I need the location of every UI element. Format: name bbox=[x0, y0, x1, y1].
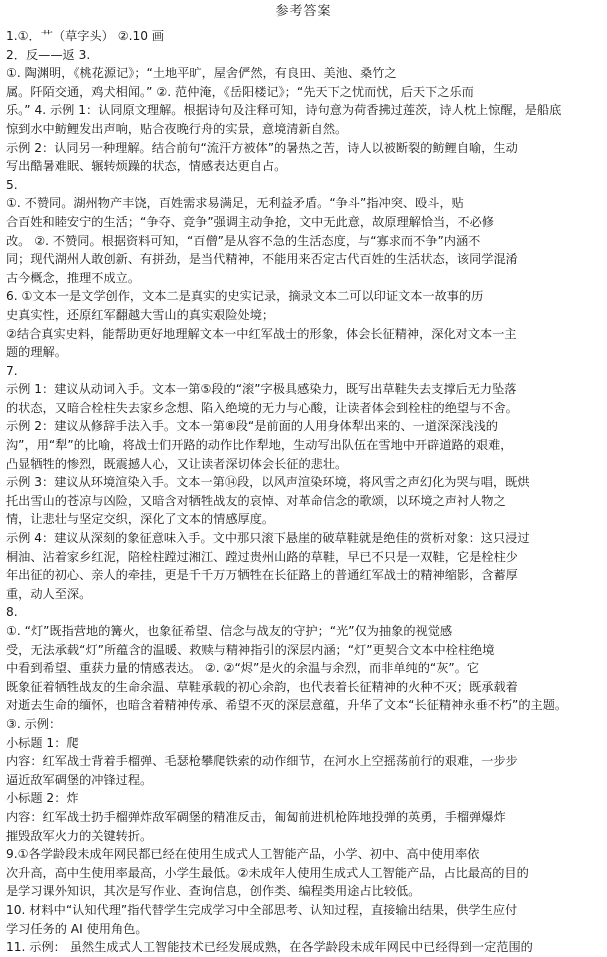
text-line: ①. 不赞同。湖州物产丰饶，百姓需求易满足，无利益矛盾。“争斗”指冲突、殴斗，贴 bbox=[6, 196, 464, 211]
text-line: 11. 示例： 虽然生成式人工智能技术已经发展成熟，在各学龄段未成年网民中已经得到一定范围的 bbox=[6, 940, 533, 955]
text-line: 对逝去生命的缅怀，也暗含着精神传承、希望不灭的深层意蕴，升华了文本“长征精神永垂不朽”的主题。 bbox=[6, 698, 568, 713]
text-line: 示例 2：认同另一种理解。结合前句“流汗方被体”的暑热之苦，诗人以被断裂的鲂鲤自喻，生动 bbox=[6, 140, 518, 155]
text-line: 示例 3：建议从环境渲染入手。文本一第⑭段，以风声渲染环境，将风雪之声幻化为哭与唱，既烘 bbox=[6, 475, 530, 490]
text-line: 8. bbox=[6, 605, 18, 620]
text-line: 示例 1：建议从动词入手。文本一第⑤段的“滚”字极具感染力，既写出草鞋失去支撑后无力坠落 bbox=[6, 382, 517, 397]
text-line: 1.①．艹（草字头） ②.10 画 bbox=[6, 29, 165, 43]
text-line: 中看到希望、重获力量的情感表达。 ②. ②“烬”是火的余温与余烈，而非单纯的“灰”。它 bbox=[6, 661, 480, 676]
text-line: 题的理解。 bbox=[6, 345, 67, 360]
text-line: 逼近敌军碉堡的冲锋过程。 bbox=[6, 772, 153, 787]
text-line: 沟”，用“犁”的比喻，将战士们开路的动作比作犁地，生动写出队伍在雪地中开辟道路的艰难， bbox=[6, 438, 513, 453]
text-line: 9.①各学龄段未成年网民都已经在使用生成式人工智能产品，小学、初中、高中使用率依 bbox=[6, 847, 480, 862]
text-line: ③. 示例： bbox=[6, 716, 62, 731]
text-line: 内容：红军战士扔手榴弹炸敌军碉堡的精准反击，匍匐前进机枪阵地投弹的英勇，手榴弹爆炸 bbox=[6, 809, 506, 824]
text-line: 写出酷暑难眠、辗转烦躁的状态，情感表达更自占。 bbox=[6, 159, 287, 174]
text-line: 桐油、沾着家乡红泥，陪栓柱蹚过湘江、蹚过贵州山路的草鞋，早已不只是一双鞋，它是栓柱少 bbox=[6, 549, 518, 564]
text-line: 5. bbox=[6, 177, 18, 192]
text-line: 受，无法承载“灯”所蕴含的温暖、救赎与精神指引的深层内涵；“灯”更契合文本中栓柱绝境 bbox=[6, 642, 495, 657]
text-line: 重，动人至深。 bbox=[6, 586, 92, 601]
text-line: 情，让悲壮与坚定交织，深化了文本的情感厚度。 bbox=[6, 512, 275, 527]
text-line: 摧毁敌军火力的关键转折。 bbox=[6, 828, 153, 843]
text-line: 次升高，高中生使用率最高，小学生最低。②未成年人使用生成式人工智能产品，占比最高的目的 bbox=[6, 865, 529, 880]
text-line: 年出征的初心、亲人的牵挂，更是千千万万牺牲在长征路上的普通红军战士的精神缩影，含蓄厚 bbox=[6, 568, 518, 583]
text-line: 古今概念，推理不成立。 bbox=[6, 270, 141, 285]
text-line: 6. ①文本一是文学创作，文本二是真实的史实记录，摘录文本二可以印证文本一故事的历 bbox=[6, 289, 484, 304]
text-line: ②结合真实史料，能帮助更好地理解文本一中红军战士的形象，体会长征精神，深化对文本一主 bbox=[6, 326, 517, 341]
text-line: 既象征着牺牲战友的生命余温、草鞋承载的初心余韵，也代表着长征精神的火种不灭；既承载着 bbox=[6, 679, 518, 694]
text-line: 2．反——返 3. bbox=[6, 47, 91, 62]
text-line: 属。阡陌交通，鸡犬相闻。” ②. 范仲淹，《岳阳楼记》；“先天下之忧而忧，后天下之乐而 bbox=[6, 84, 474, 99]
text-line: 10. 材料中“认知代理”指代替学生完成学习中全部思考、认知过程，直接输出结果，供学生应付 bbox=[6, 902, 518, 917]
text-line: 的状态，又暗合栓柱失去家乡念想、陷入绝境的无力与心酸，让读者体会到栓柱的绝望与不舍。 bbox=[6, 400, 518, 415]
text-line: 惊到水中鲂鲤发出声响，贴合夜晚行舟的实景，意境清新自然。 bbox=[6, 121, 348, 136]
text-line: ①. 陶渊明，《桃花源记》；“土地平旷，屋舍俨然，有良田、美池、桑竹之 bbox=[6, 66, 397, 81]
text-line: 小标题 2：炸 bbox=[6, 791, 79, 806]
text-line: 合百姓和睦安宁的生活；“争夺、竞争”强调主动争抢，文中无此意，故原理解恰当，不必修 bbox=[6, 214, 494, 229]
text-line: ①. “灯”既指营地的篝火，也象征希望、信念与战友的守护；“光”仅为抽象的视觉感 bbox=[6, 624, 453, 638]
text-line: 学习任务的 AI 使用角色。 bbox=[6, 921, 148, 936]
text-line: 改。 ②. 不赞同。根据资料可知，“百僧”是从容不急的生活态度，与“寡求而不争”内涵不 bbox=[6, 233, 481, 248]
page-title: 参考答案 bbox=[275, 4, 332, 19]
text-line: 内容：红军战士背着手榴弹、毛瑟枪攀爬铁索的动作细节，在河水上空摇荡前行的艰难，一步步 bbox=[6, 754, 518, 769]
text-line: 7. bbox=[6, 363, 18, 378]
text-line: 小标题 1：爬 bbox=[6, 735, 79, 750]
text-line: 示例 2：建议从修辞手法入手。文本一第⑧段“是前面的人用身体犁出来的、一道深深浅浅的 bbox=[6, 419, 498, 434]
text-line: 史真实性，还原红军翻越大雪山的真实艰险处境； bbox=[6, 307, 275, 322]
text-line: 是学习课外知识，其次是写作业、查询信息，创作类、编程类用途占比较低。 bbox=[6, 884, 421, 899]
text-line: 示例 4：建议从深刻的象征意味入手。文中那只滚下悬崖的破草鞋就是绝佳的赏析对象：这只浸过 bbox=[6, 531, 530, 546]
text-line: 乐。” 4. 示例 1：认同原文理解。根据诗句及注释可知，诗句意为荷香拂过莲茨，诗人枕上惊醒，是船底 bbox=[6, 103, 562, 118]
text-line: 凸显牺牲的惨烈，既震撼人心，又让读者深切体会长征的悲壮。 bbox=[6, 456, 348, 471]
text-line: 托出雪山的苍凉与凶险，又暗含对牺牲战友的哀悼、对革命信念的歌颂，以环境之声衬人物之 bbox=[6, 493, 506, 508]
answer-body bbox=[6, 27, 601, 957]
text-line: 同；现代湖州人敢创新、有拼劲，是当代精神，不能用来否定古代百姓的生活状态，该同学混淆 bbox=[6, 252, 518, 267]
